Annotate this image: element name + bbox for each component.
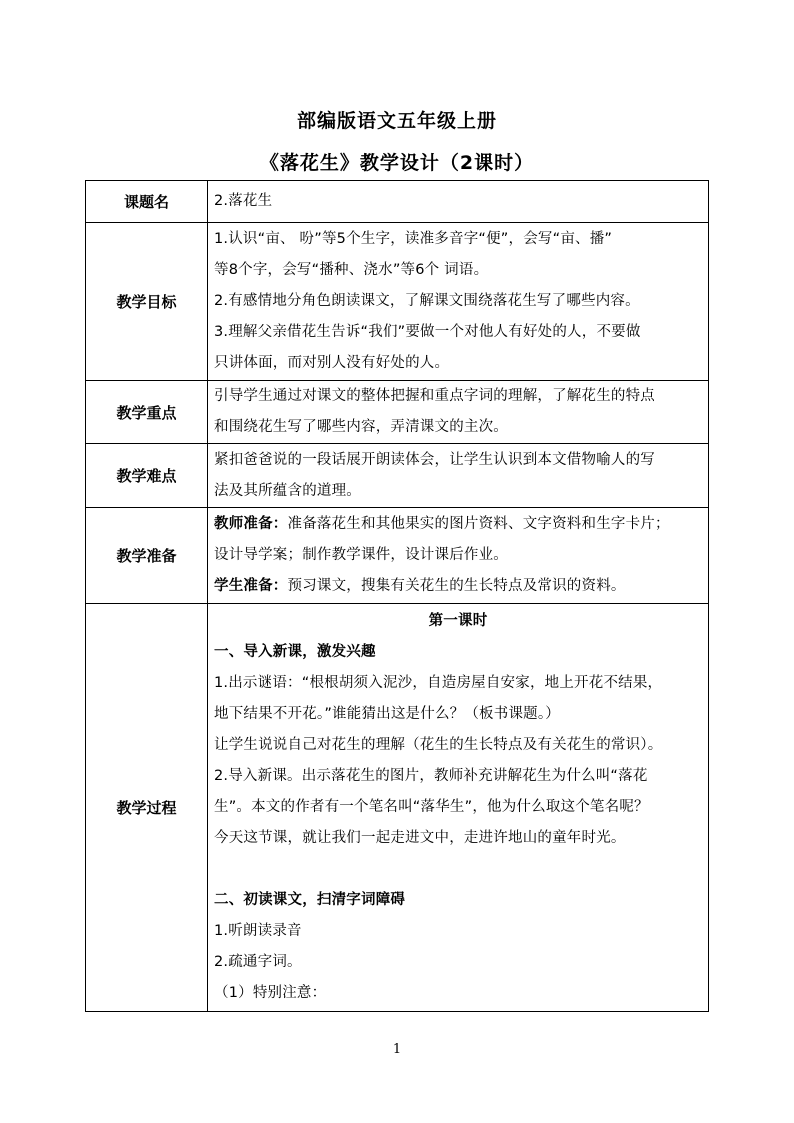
goals-line: 3.理解父亲借花生告诉“我们”要做一个对他人有好处的人，不要做	[214, 324, 641, 340]
goals-line: 2.有感情地分角色朗读课文，了解课文围绕落花生写了哪些内容。	[214, 293, 640, 309]
label-preparation: 教学准备	[86, 508, 208, 604]
teacher-prep-line	[214, 509, 702, 540]
student-prep-label: 学生准备：	[214, 578, 288, 594]
key-points-line: 和围绕花生写了哪些内容，弄清课文的主次。	[214, 419, 508, 435]
student-prep-text: 预习课文，搜集有关花生的生长特点及常识的资料。	[287, 578, 626, 594]
topic-text: 2.落花生	[214, 193, 273, 209]
value-difficulties	[208, 444, 709, 508]
value-topic	[208, 181, 709, 223]
label-difficulties: 教学难点	[86, 444, 208, 508]
document-subtitle: 《落花生》教学设计（2课时）	[259, 152, 535, 174]
process-line: 今天这节课，就让我们一起走进文中，走进许地山的童年时光。	[214, 830, 626, 846]
spacer	[214, 854, 702, 885]
process-line: 2.导入新课。出示落花生的图片，教师补充讲解花生为什么叫“落花	[214, 768, 648, 784]
goals-line: 等8个字，会写“播种、浇水”等6个 词语。	[214, 262, 489, 278]
difficulties-line: 法及其所蕴含的道理。	[214, 482, 361, 499]
session-title: 第一课时	[428, 613, 488, 629]
process-line: 让学生说说自己对花生的理解（花生的生长特点及有关花生的常识）。	[214, 737, 663, 753]
row-topic	[86, 181, 709, 223]
process-line: 生”。本文的作者有一个笔名叫“落华生”，他为什么取这个笔名呢？	[214, 799, 649, 815]
goals-line: 1.认识“亩、 吩”等5个生字，读准多音字“便”，会写“亩、播”	[214, 231, 613, 247]
teacher-prep-line-2: 设计导学案；制作教学课件，设计课后作业。	[214, 547, 508, 563]
row-preparation	[86, 508, 709, 604]
row-goals	[86, 223, 709, 381]
value-preparation	[208, 508, 709, 604]
process-line: 地下结果不开花。”谁能猜出这是什么？（板书课题。）	[214, 706, 561, 722]
value-key-points	[208, 381, 709, 444]
label-key-points: 教学重点	[86, 381, 208, 444]
process-line: 2.疏通字词。	[214, 954, 302, 970]
process-line: （1）特别注意：	[214, 985, 327, 1001]
document-title: 部编版语文五年级上册	[296, 110, 497, 132]
row-process	[86, 604, 709, 1012]
process-line: 1.听朗读录音	[214, 923, 302, 939]
row-key-points	[86, 381, 709, 444]
teacher-prep-text: 准备落花生和其他果实的图片资料、文字资料和生字卡片；	[287, 516, 670, 532]
difficulties-line: 紧扣爸爸说的一段话展开朗读体会，让学生认识到本文借物喻人的写	[214, 451, 655, 468]
row-difficulties	[86, 444, 709, 508]
page-number: 1	[392, 1042, 402, 1057]
section-heading: 一、导入新课，激发兴趣	[214, 644, 376, 660]
student-prep-line	[214, 571, 702, 602]
label-goals: 教学目标	[86, 223, 208, 381]
section-heading: 二、初读课文，扫清字词障碍	[214, 892, 406, 908]
process-line: 1.出示谜语：“根根胡须入泥沙，自造房屋自安家，地上开花不结果，	[214, 675, 663, 691]
teacher-prep-label: 教师准备：	[214, 516, 288, 532]
value-process	[208, 604, 709, 1012]
key-points-line: 引导学生通过对课文的整体把握和重点字词的理解，了解花生的特点	[214, 388, 655, 404]
goals-line: 只讲体面，而对别人没有好处的人。	[214, 355, 450, 371]
label-topic: 课题名	[86, 181, 208, 223]
label-process: 教学过程	[86, 604, 208, 1012]
lesson-plan-table	[85, 180, 709, 1012]
value-goals	[208, 223, 709, 381]
